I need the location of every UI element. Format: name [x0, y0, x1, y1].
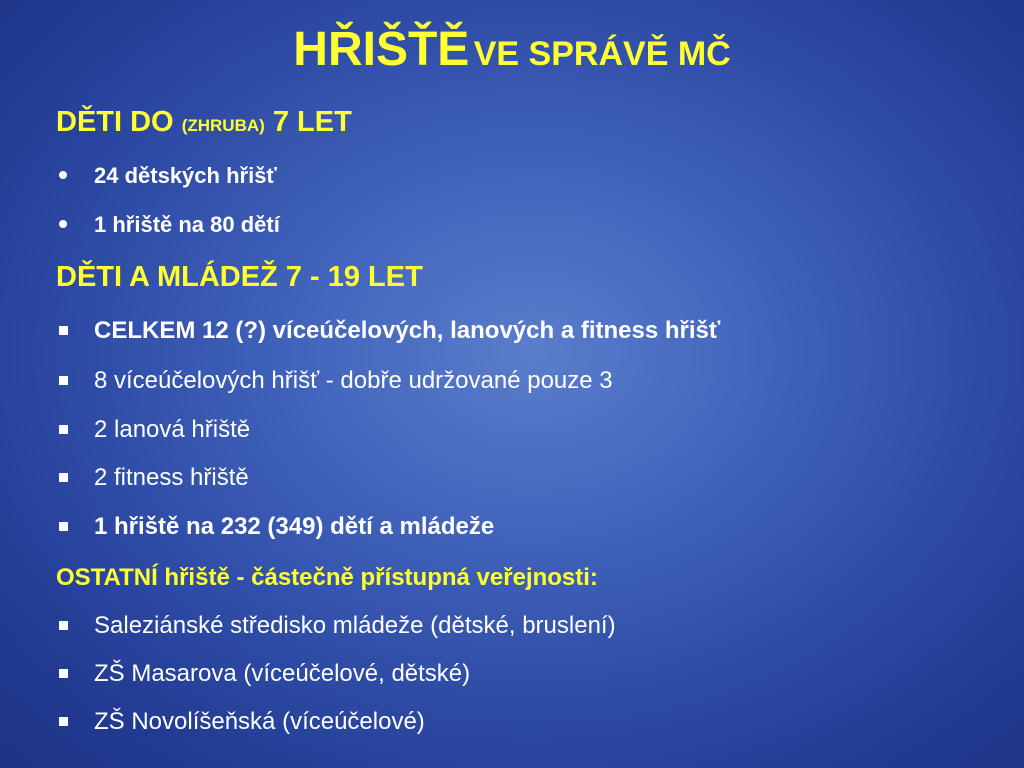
- slide-title-rest: VE SPRÁVĚ MČ: [473, 35, 731, 73]
- section-heading-prefix: DĚTI DO: [56, 106, 174, 138]
- list-item: [56, 464, 249, 492]
- list-item-text: 2 lanová hřiště: [94, 416, 251, 443]
- section-heading-suffix: 7 LET: [272, 106, 352, 138]
- list-item: [56, 708, 425, 736]
- list-item-text: ZŠ Novolíšeňská (víceúčelové): [94, 708, 425, 735]
- list-item: [56, 317, 720, 345]
- list-item: [56, 660, 470, 688]
- list-item: [56, 513, 494, 541]
- list-item: [56, 367, 613, 395]
- section-heading-note: (ZHRUBA): [181, 116, 265, 135]
- list-item-text: Saleziánské středisko mládeže (dětské, bruslení): [94, 612, 616, 639]
- slide-title-main: HŘIŠŤĚ: [293, 23, 470, 76]
- list-item-text: CELKEM 12 (?) víceúčelových, lanových a fitness hřišť: [94, 317, 721, 344]
- list-item: [56, 163, 277, 189]
- list-item-text: 1 hřiště na 80 dětí: [94, 212, 280, 237]
- section-heading-children: [56, 106, 352, 139]
- section-heading-youth: DĚTI A MLÁDEŽ 7 - 19 LET: [56, 261, 423, 293]
- list-item-text: 24 dětských hřišť: [94, 163, 277, 188]
- list-item-text: 2 fitness hřiště: [94, 464, 249, 491]
- section-heading-other: OSTATNÍ hřiště - částečně přístupná veřejnosti:: [56, 564, 598, 591]
- list-item-text: 1 hřiště na 232 (349) dětí a mládeže: [94, 513, 495, 540]
- list-item-text: ZŠ Masarova (víceúčelové, dětské): [94, 660, 471, 687]
- slide-title: [0, 22, 1024, 77]
- list-item: [56, 612, 616, 640]
- list-item: [56, 416, 250, 444]
- list-item: [56, 212, 280, 238]
- list-item-text: 8 víceúčelových hřišť - dobře udržované pouze 3: [94, 367, 613, 394]
